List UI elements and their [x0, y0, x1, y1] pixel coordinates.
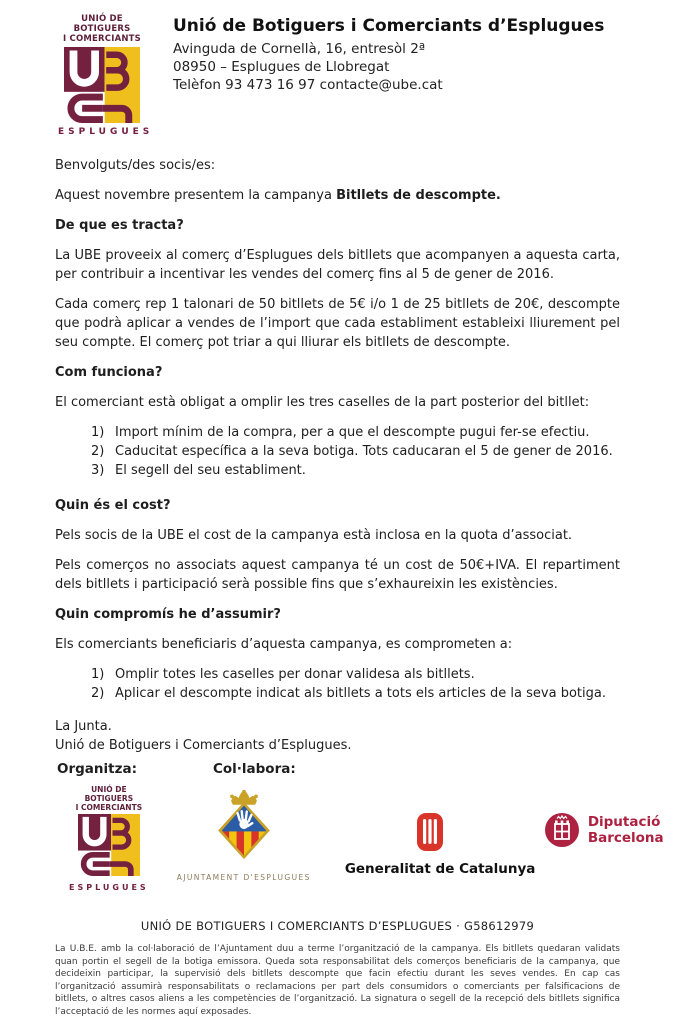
salutation: Benvolguts/des socis/es:: [55, 158, 216, 173]
legal-smallprint: La U.B.E. amb la col·laboració de l’Ajuntament duu a terme l’organització de la campanya. Els bitllets quedaran validats quan portin el segell de la botiga emissora. Queda sota responsabilitat dels comerços beneficiaris de la campanya, que decideixin participar, la supervisió dels bitllets descompte que facin efectiu durant les seves vendes. En cap cas l’organització assumirà responsabilitats o reclamacions per part dels consumidors o comerciants per falsificacions de bitllets, o altres casos aliens a les competències de l’organització. La signatura o segell de la recepció dels bitllets significa l’acceptació de les normes aquí exposades.: [55, 944, 620, 1017]
list-item-number: 2): [91, 444, 105, 459]
list-caselles: [91, 423, 620, 480]
list-item-text: El segell del seu establiment.: [115, 463, 306, 478]
address-line-2: 08950 – Esplugues de Llobregat: [173, 59, 390, 75]
paragraph-tracta-1: La UBE proveeix al comerç d’Esplugues dels bitllets que acompanyen a aquesta carta, per contribuir a incentivar les vendes del comerç fins al 5 de gener de 2016.: [55, 248, 620, 282]
paragraph-cost-1: Pels socis de la UBE el cost de la campanya està inclosa en la quota d’associat.: [55, 528, 573, 543]
address-line-1: Avinguda de Cornellà, 16, entresòl 2ª: [173, 41, 426, 57]
list-item: [91, 461, 620, 480]
list-item-text: Omplir totes les caselles per donar validesa als bitllets.: [115, 667, 475, 682]
closing-block: [55, 717, 620, 755]
ajuntament-caption: AJUNTAMENT D'ESPLUGUES: [176, 873, 311, 882]
list-item-text: Import mínim de la compra, per a que el descompte pugui fer-se efectiu.: [115, 425, 590, 440]
ube-logo-top-line1: UNIÓ DE BOTIGUERS: [84, 785, 134, 803]
partner-logos-row: [55, 785, 664, 903]
organitza-label: Organitza:: [57, 761, 137, 777]
list-item-number: 1): [91, 425, 105, 440]
list-item: [91, 684, 620, 703]
heading-quin-compromis: Quin compromís he d’assumir?: [55, 607, 281, 622]
paragraph-funciona: El comerciant està obligat a omplir les tres caselles de la part posterior del bitllet:: [55, 395, 590, 410]
ube-emblem-icon: [63, 47, 141, 123]
diputacio-line2: Barcelona: [587, 830, 664, 846]
letterhead: [55, 14, 620, 138]
heading-de-que-es-tracta: De que es tracta?: [55, 218, 184, 233]
organization-title: Unió de Botiguers i Comerciants d’Esplugues: [173, 16, 605, 36]
generalitat-catalunya-logo: [344, 811, 536, 877]
ube-logo-city-text: ESPLUGUES: [58, 127, 154, 137]
list-item-number: 3): [91, 463, 105, 478]
collabora-label: Col·labora:: [212, 761, 296, 777]
registry-line: UNIÓ DE BOTIGUERS I COMERCIANTS D’ESPLUGUES · G58612979: [140, 919, 535, 933]
letterhead-text: [173, 14, 604, 94]
ube-logo: [58, 14, 154, 137]
ube-logo-top-text: [58, 14, 146, 44]
campaign-name: Bitllets de descompte.: [336, 188, 501, 203]
list-compromis: [91, 665, 620, 703]
list-item-text: Aplicar el descompte indicat als bitllets a tots els articles de la seva botiga.: [115, 686, 606, 701]
list-item: [91, 665, 620, 684]
closing-signature: La Junta.: [55, 719, 112, 734]
list-item-text: Caducitat específica a la seva botiga. Tots caducaran el 5 de gener de 2016.: [115, 444, 613, 459]
paragraph-compromis: Els comerciants beneficiaris d’aquesta campanya, es comprometen a:: [55, 637, 513, 652]
list-item-number: 2): [91, 686, 105, 701]
letter-body: [55, 156, 620, 755]
intro-text: Aquest novembre presentem la campanya: [55, 188, 337, 203]
heading-quin-es-el-cost: Quin és el cost?: [55, 498, 171, 513]
closing-organization: Unió de Botiguers i Comerciants d’Esplugues.: [55, 738, 352, 753]
footer-labels: [55, 761, 620, 777]
paragraph-cost-2: Pels comerços no associats aquest campanya té un cost de 50€+IVA. El repartiment dels bitllets i participació serà possible fins que s’exhaureixin les existències.: [55, 558, 620, 592]
list-item: [91, 423, 620, 442]
ajuntament-esplugues-logo: [177, 789, 311, 882]
generalitat-caption: Generalitat de Catalunya: [344, 861, 536, 877]
ube-footer-logo: [69, 785, 149, 892]
ube-logo-top-line1: UNIÓ DE BOTIGUERS: [73, 14, 131, 34]
contact-line: Telèfon 93 473 16 97 contacte@ube.cat: [173, 77, 443, 93]
ajuntament-coat-of-arms-icon: [208, 789, 280, 861]
list-item-number: 1): [91, 667, 105, 682]
ube-emblem-icon: [77, 814, 141, 876]
ube-logo-top-line2: I COMERCIANTS: [75, 803, 143, 812]
ube-logo-city-text: ESPLUGUES: [69, 883, 149, 892]
intro-paragraph: [55, 186, 620, 205]
generalitat-shield-icon: [410, 811, 450, 855]
ube-logo-top-text: [69, 785, 149, 812]
diputacio-emblem-icon: [543, 811, 581, 849]
diputacio-line1: Diputació: [587, 814, 661, 830]
list-item: [91, 442, 620, 461]
diputacio-barcelona-logo: [543, 811, 664, 849]
diputacio-caption: [588, 814, 664, 846]
heading-com-funciona: Com funciona?: [55, 365, 163, 380]
paragraph-tracta-2: Cada comerç rep 1 talonari de 50 bitllets de 5€ i/o 1 de 25 bitllets de 20€, descompte que podrà aplicar a vendes de l’import que cada establiment estableixi lliurement pel seu compte. El comerç pot triar a qui lliurar els bitllets de descompte.: [55, 297, 620, 350]
ube-logo-top-line2: I COMERCIANTS: [62, 34, 141, 44]
